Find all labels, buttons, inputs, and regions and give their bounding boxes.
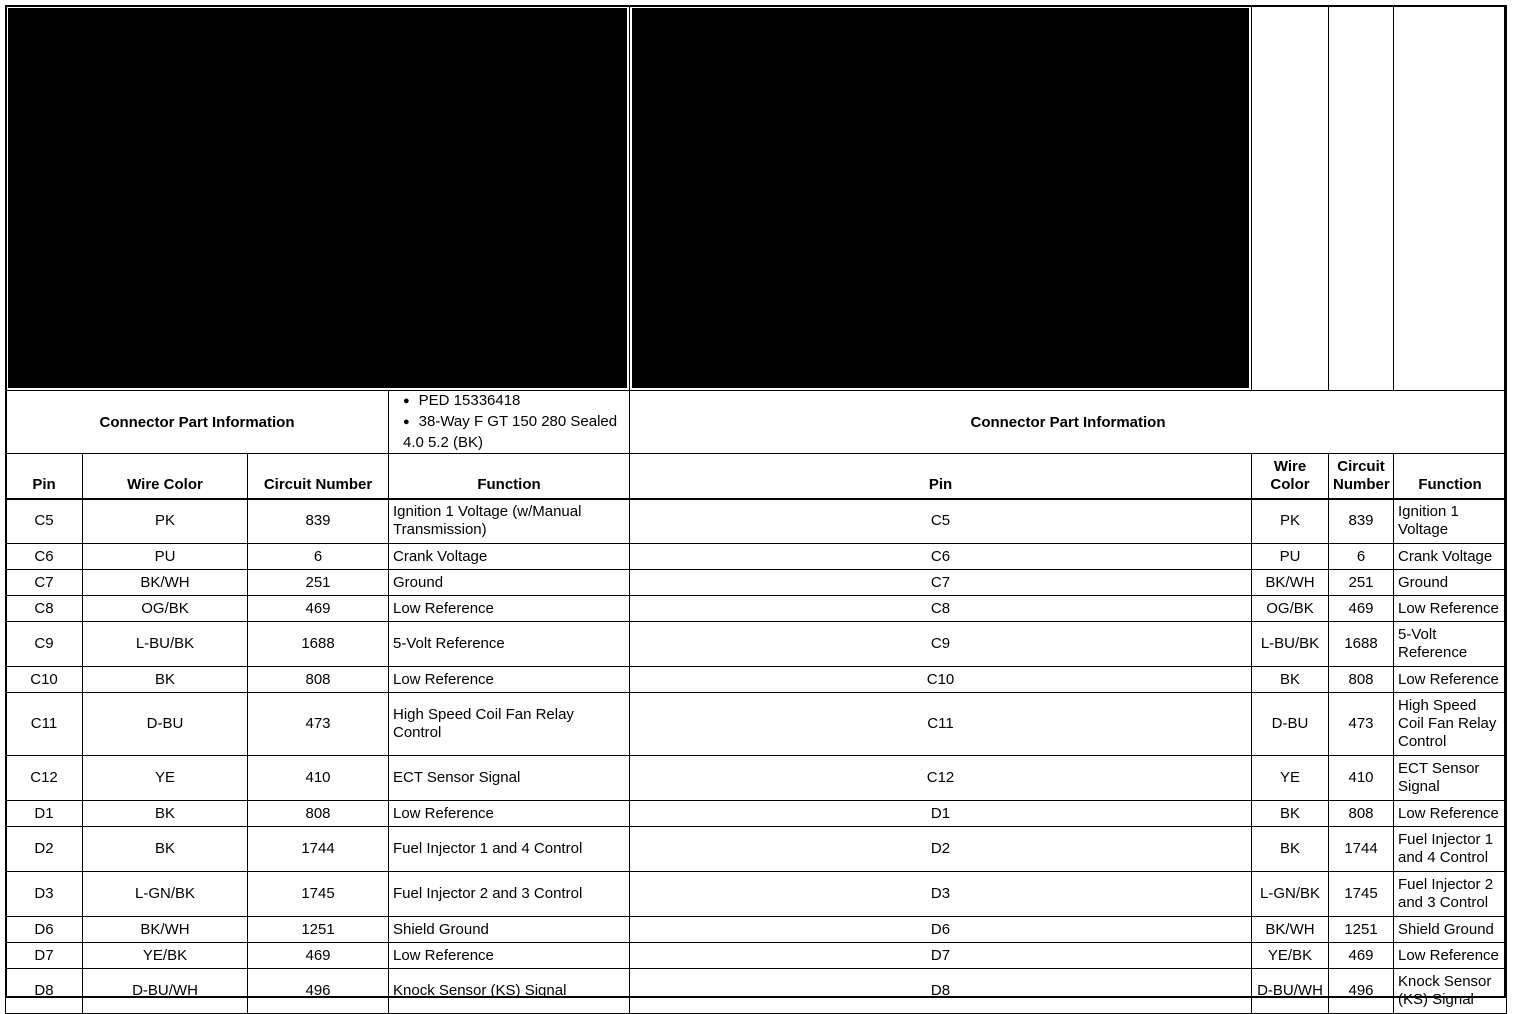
circuit-number-cell: 469 — [248, 596, 389, 622]
wire-color-cell-right: L-GN/BK — [1252, 872, 1329, 917]
function-cell: High Speed Coil Fan Relay Control — [389, 693, 630, 756]
circuit-number-cell-right: 496 — [1329, 969, 1394, 1014]
circuit-number-cell-right: 1251 — [1329, 917, 1394, 943]
pin-cell-right: C7 — [630, 570, 1252, 596]
function-cell-right: Low Reference — [1394, 667, 1507, 693]
wire-color-cell-right: BK — [1252, 667, 1329, 693]
table-row — [6, 667, 1507, 693]
pin-cell-right: C10 — [630, 667, 1252, 693]
table-row — [6, 943, 1507, 969]
circuit-number-cell: 251 — [248, 570, 389, 596]
table-row — [6, 827, 1507, 872]
circuit-number-cell-right: 469 — [1329, 596, 1394, 622]
wire-color-cell: PU — [83, 544, 248, 570]
function-cell: Low Reference — [389, 667, 630, 693]
table-row — [6, 969, 1507, 1014]
pin-cell-right: C6 — [630, 544, 1252, 570]
header-pin: Pin — [6, 454, 83, 499]
wire-color-cell: PK — [83, 499, 248, 544]
wire-color-cell-right: PK — [1252, 499, 1329, 544]
function-cell-right: Knock Sensor (KS) Signal — [1394, 969, 1507, 1014]
wire-color-cell-right: L-BU/BK — [1252, 622, 1329, 667]
circuit-number-cell-right: 469 — [1329, 943, 1394, 969]
function-cell-right: Low Reference — [1394, 943, 1507, 969]
wire-color-cell: D-BU — [83, 693, 248, 756]
pin-cell: D6 — [6, 917, 83, 943]
header-wire-color: Wire Color — [83, 454, 248, 499]
connector-part-info-row — [6, 391, 1507, 454]
circuit-number-cell: 1745 — [248, 872, 389, 917]
function-cell: Ground — [389, 570, 630, 596]
circuit-number-cell-right: 473 — [1329, 693, 1394, 756]
connector-table — [5, 5, 1507, 1014]
pin-rows — [6, 499, 1507, 1014]
function-cell-right: 5-Volt Reference — [1394, 622, 1507, 667]
table-row — [6, 499, 1507, 544]
header-circuit-number: Circuit Number — [248, 454, 389, 499]
circuit-number-cell: 808 — [248, 667, 389, 693]
function-cell: Low Reference — [389, 801, 630, 827]
connector-part-info-label-right: Connector Part Information — [630, 391, 1507, 454]
circuit-number-cell: 496 — [248, 969, 389, 1014]
circuit-number-cell: 410 — [248, 756, 389, 801]
empty-cell — [1252, 6, 1329, 391]
pin-cell: C10 — [6, 667, 83, 693]
wire-color-cell: BK — [83, 827, 248, 872]
image-row — [6, 6, 1507, 391]
pin-cell: C11 — [6, 693, 83, 756]
header-pin-right: Pin — [630, 454, 1252, 499]
wire-color-cell-right: BK/WH — [1252, 917, 1329, 943]
function-cell: 5-Volt Reference — [389, 622, 630, 667]
wire-color-cell-right: PU — [1252, 544, 1329, 570]
circuit-number-cell-right: 251 — [1329, 570, 1394, 596]
circuit-number-cell-right: 1688 — [1329, 622, 1394, 667]
circuit-number-cell: 839 — [248, 499, 389, 544]
circuit-number-cell: 1744 — [248, 827, 389, 872]
connector-part-info-label: Connector Part Information — [6, 391, 389, 454]
circuit-number-cell-right: 839 — [1329, 499, 1394, 544]
pin-cell: D8 — [6, 969, 83, 1014]
function-cell: Fuel Injector 2 and 3 Control — [389, 872, 630, 917]
pin-cell-right: D6 — [630, 917, 1252, 943]
pin-cell: C8 — [6, 596, 83, 622]
pin-cell-right: C11 — [630, 693, 1252, 756]
function-cell: Crank Voltage — [389, 544, 630, 570]
function-cell-right: High Speed Coil Fan Relay Control — [1394, 693, 1507, 756]
circuit-number-cell: 808 — [248, 801, 389, 827]
pin-cell: D7 — [6, 943, 83, 969]
function-cell: ECT Sensor Signal — [389, 756, 630, 801]
table-row — [6, 544, 1507, 570]
connector-description: ● 38-Way F GT 150 280 Sealed 4.0 5.2 (BK) — [403, 412, 625, 453]
table-row — [6, 693, 1507, 756]
function-cell-right: Low Reference — [1394, 801, 1507, 827]
function-cell: Knock Sensor (KS) Signal — [389, 969, 630, 1014]
wire-color-cell: L-BU/BK — [83, 622, 248, 667]
pin-cell-right: C9 — [630, 622, 1252, 667]
circuit-number-cell-right: 1745 — [1329, 872, 1394, 917]
connector-part-info-list — [393, 391, 625, 453]
wire-color-cell: BK — [83, 801, 248, 827]
pin-cell-right: C12 — [630, 756, 1252, 801]
connector-end-view-image — [8, 8, 627, 388]
function-cell: Low Reference — [389, 596, 630, 622]
pin-cell: C6 — [6, 544, 83, 570]
circuit-number-cell: 469 — [248, 943, 389, 969]
circuit-number-cell-right: 410 — [1329, 756, 1394, 801]
function-cell: Ignition 1 Voltage (w/Manual Transmission) — [389, 499, 630, 544]
circuit-number-cell: 1688 — [248, 622, 389, 667]
wire-color-cell: BK/WH — [83, 917, 248, 943]
wire-color-cell-right: YE/BK — [1252, 943, 1329, 969]
circuit-number-cell-right: 6 — [1329, 544, 1394, 570]
wire-color-cell-right: YE — [1252, 756, 1329, 801]
table-row — [6, 756, 1507, 801]
function-cell: Shield Ground — [389, 917, 630, 943]
wire-color-cell: BK — [83, 667, 248, 693]
table-row — [6, 801, 1507, 827]
wire-color-cell-right: BK/WH — [1252, 570, 1329, 596]
connector-part-info-list-cell — [389, 391, 630, 454]
connector-image-right — [630, 6, 1252, 391]
circuit-number-cell-right: 1744 — [1329, 827, 1394, 872]
part-number: ● PED 15336418 — [403, 391, 625, 412]
table-row — [6, 622, 1507, 667]
wire-color-cell-right: BK — [1252, 827, 1329, 872]
column-header-row — [6, 454, 1507, 499]
empty-cell — [1394, 6, 1507, 391]
wire-color-cell: BK/WH — [83, 570, 248, 596]
wire-color-cell-right: BK — [1252, 801, 1329, 827]
function-cell-right: Shield Ground — [1394, 917, 1507, 943]
empty-cell — [1329, 6, 1394, 391]
wire-color-cell-right: D-BU/WH — [1252, 969, 1329, 1014]
pin-cell: D1 — [6, 801, 83, 827]
circuit-number-cell: 6 — [248, 544, 389, 570]
wire-color-cell: OG/BK — [83, 596, 248, 622]
wire-color-cell: D-BU/WH — [83, 969, 248, 1014]
wire-color-cell: YE — [83, 756, 248, 801]
header-function: Function — [389, 454, 630, 499]
function-cell-right: Crank Voltage — [1394, 544, 1507, 570]
pin-cell: C5 — [6, 499, 83, 544]
pin-cell-right: D8 — [630, 969, 1252, 1014]
table-row — [6, 872, 1507, 917]
circuit-number-cell-right: 808 — [1329, 801, 1394, 827]
pin-cell: C7 — [6, 570, 83, 596]
pin-cell: D3 — [6, 872, 83, 917]
pin-cell-right: D2 — [630, 827, 1252, 872]
function-cell: Low Reference — [389, 943, 630, 969]
circuit-number-cell: 473 — [248, 693, 389, 756]
pin-cell-right: D1 — [630, 801, 1252, 827]
pin-cell-right: C5 — [630, 499, 1252, 544]
function-cell-right: ECT Sensor Signal — [1394, 756, 1507, 801]
function-cell: Fuel Injector 1 and 4 Control — [389, 827, 630, 872]
function-cell-right: Fuel Injector 2 and 3 Control — [1394, 872, 1507, 917]
pin-cell: D2 — [6, 827, 83, 872]
function-cell-right: Ground — [1394, 570, 1507, 596]
wire-color-cell-right: D-BU — [1252, 693, 1329, 756]
table-row — [6, 596, 1507, 622]
circuit-number-cell-right: 808 — [1329, 667, 1394, 693]
pin-cell-right: D3 — [630, 872, 1252, 917]
pin-cell-right: C8 — [630, 596, 1252, 622]
pin-cell-right: D7 — [630, 943, 1252, 969]
connector-end-view-image-2 — [632, 8, 1249, 388]
header-circuit-number-right: Circuit Number — [1329, 454, 1394, 499]
wire-color-cell: YE/BK — [83, 943, 248, 969]
header-wire-color-right: Wire Color — [1252, 454, 1329, 499]
pin-cell: C12 — [6, 756, 83, 801]
circuit-number-cell: 1251 — [248, 917, 389, 943]
wire-color-cell: L-GN/BK — [83, 872, 248, 917]
header-function-right: Function — [1394, 454, 1507, 499]
table-row — [6, 570, 1507, 596]
function-cell-right: Fuel Injector 1 and 4 Control — [1394, 827, 1507, 872]
function-cell-right: Low Reference — [1394, 596, 1507, 622]
wire-color-cell-right: OG/BK — [1252, 596, 1329, 622]
function-cell-right: Ignition 1 Voltage — [1394, 499, 1507, 544]
table-row — [6, 917, 1507, 943]
pin-cell: C9 — [6, 622, 83, 667]
connector-image-left — [6, 6, 630, 391]
